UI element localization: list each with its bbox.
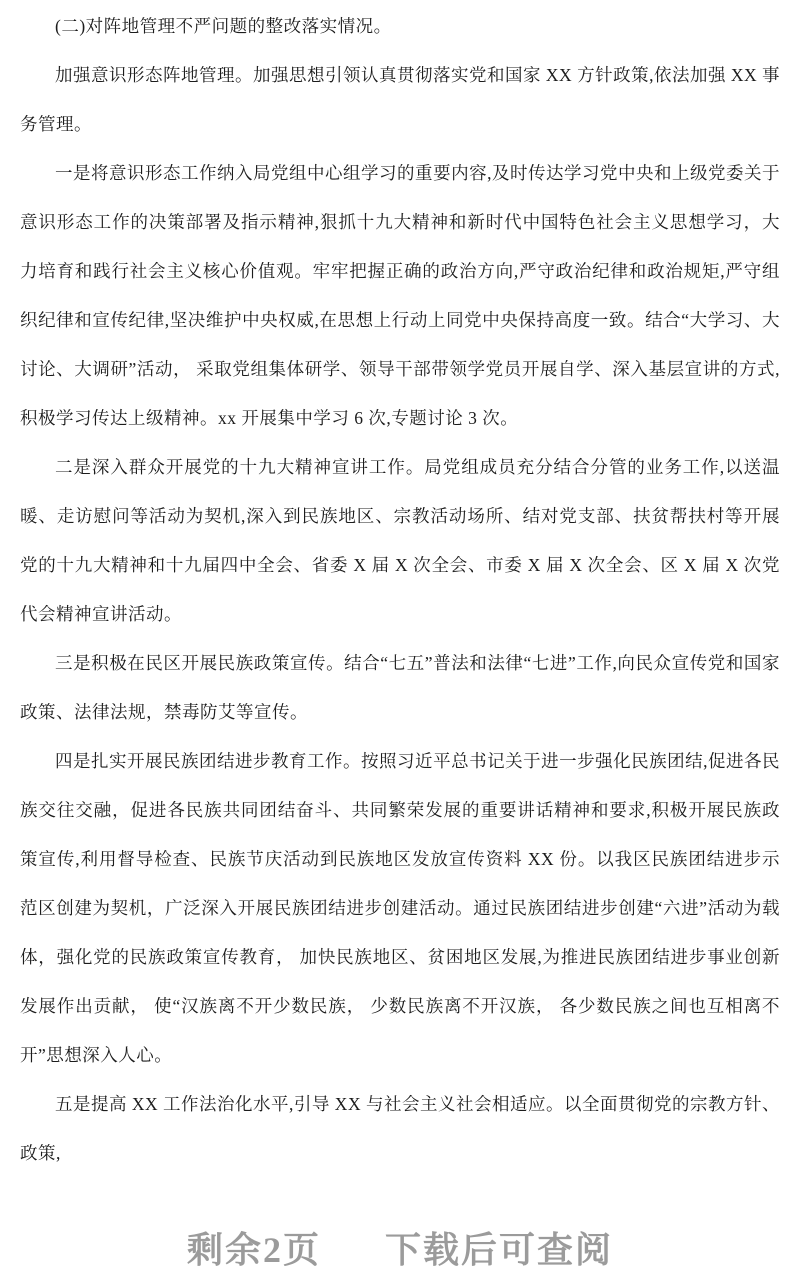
paragraph: 加强意识形态阵地管理。加强思想引领认真贯彻落实党和国家 XX 方针政策,依法加强 XX 事务管理。: [20, 65, 780, 134]
paragraph: 四是扎实开展民族团结进步教育工作。按照习近平总书记关于进一步强化民族团结,促进各民族交往交融，促进各民族共同团结奋斗、共同繁荣发展的重要讲话精神和要求,积极开展民族政策宣传,利用督导检查、民族节庆活动到民族地区发放宣传资料 XX 份。以我区民族团结进步示范区创建为契机，广泛深入开展民族团结进步创建活动。通过民族团结进步创建“六进”活动为载体，强化党的民族政策宣传教育， 加快民族地区、贫困地区发展,为推进民族团结进步事业创新发展作出贡献， 使“汉族离不开少数民族， 少数民族离不开汉族， 各少数民族之间也互相离不开”思想深入人心。: [20, 751, 780, 1065]
paragraph: 一是将意识形态工作纳入局党组中心组学习的重要内容,及时传达学习党中央和上级党委关于意识形态工作的决策部署及指示精神,狠抓十九大精神和新时代中国特色社会主义思想学习，大力培育和践行社会主义核心价值观。牢牢把握正确的政治方向,严守政治纪律和政治规矩,严守组织纪律和宣传纪律,坚决维护中央权威,在思想上行动上同党中央保持高度一致。结合“大学习、大讨论、大调研”活动， 采取党组集体研学、领导干部带领学党员开展自学、深入基层宣讲的方式,积极学习传达上级精神。xx 开展集中学习 6 次,专题讨论 3 次。: [20, 163, 780, 428]
paragraph: 五是提高 XX 工作法治化水平,引导 XX 与社会主义社会相适应。以全面贯彻党的宗教方针、政策,: [20, 1094, 780, 1163]
paragraph: 二是深入群众开展党的十九大精神宣讲工作。局党组成员充分结合分管的业务工作,以送温暖、走访慰问等活动为契机,深入到民族地区、宗教活动场所、结对党支部、扶贫帮扶村等开展党的十九大精神和十九届四中全会、省委 X 届 X 次全会、市委 X 届 X 次全会、区 X 届 X 次党代会精神宣讲活动。: [20, 457, 780, 624]
download-hint-text: 下载后可查阅: [385, 1230, 614, 1270]
paragraph: 三是积极在民区开展民族政策宣传。结合“七五”普法和法律“七进”工作,向民众宣传党和国家政策、法律法规，禁毒防艾等宣传。: [20, 653, 780, 722]
document-body: [20, 2, 780, 1178]
paragraph-heading: (二)对阵地管理不严问题的整改落实情况。: [55, 16, 392, 36]
remaining-pages-text: 剩余2页: [186, 1230, 321, 1270]
footer-banner: [20, 1222, 780, 1273]
